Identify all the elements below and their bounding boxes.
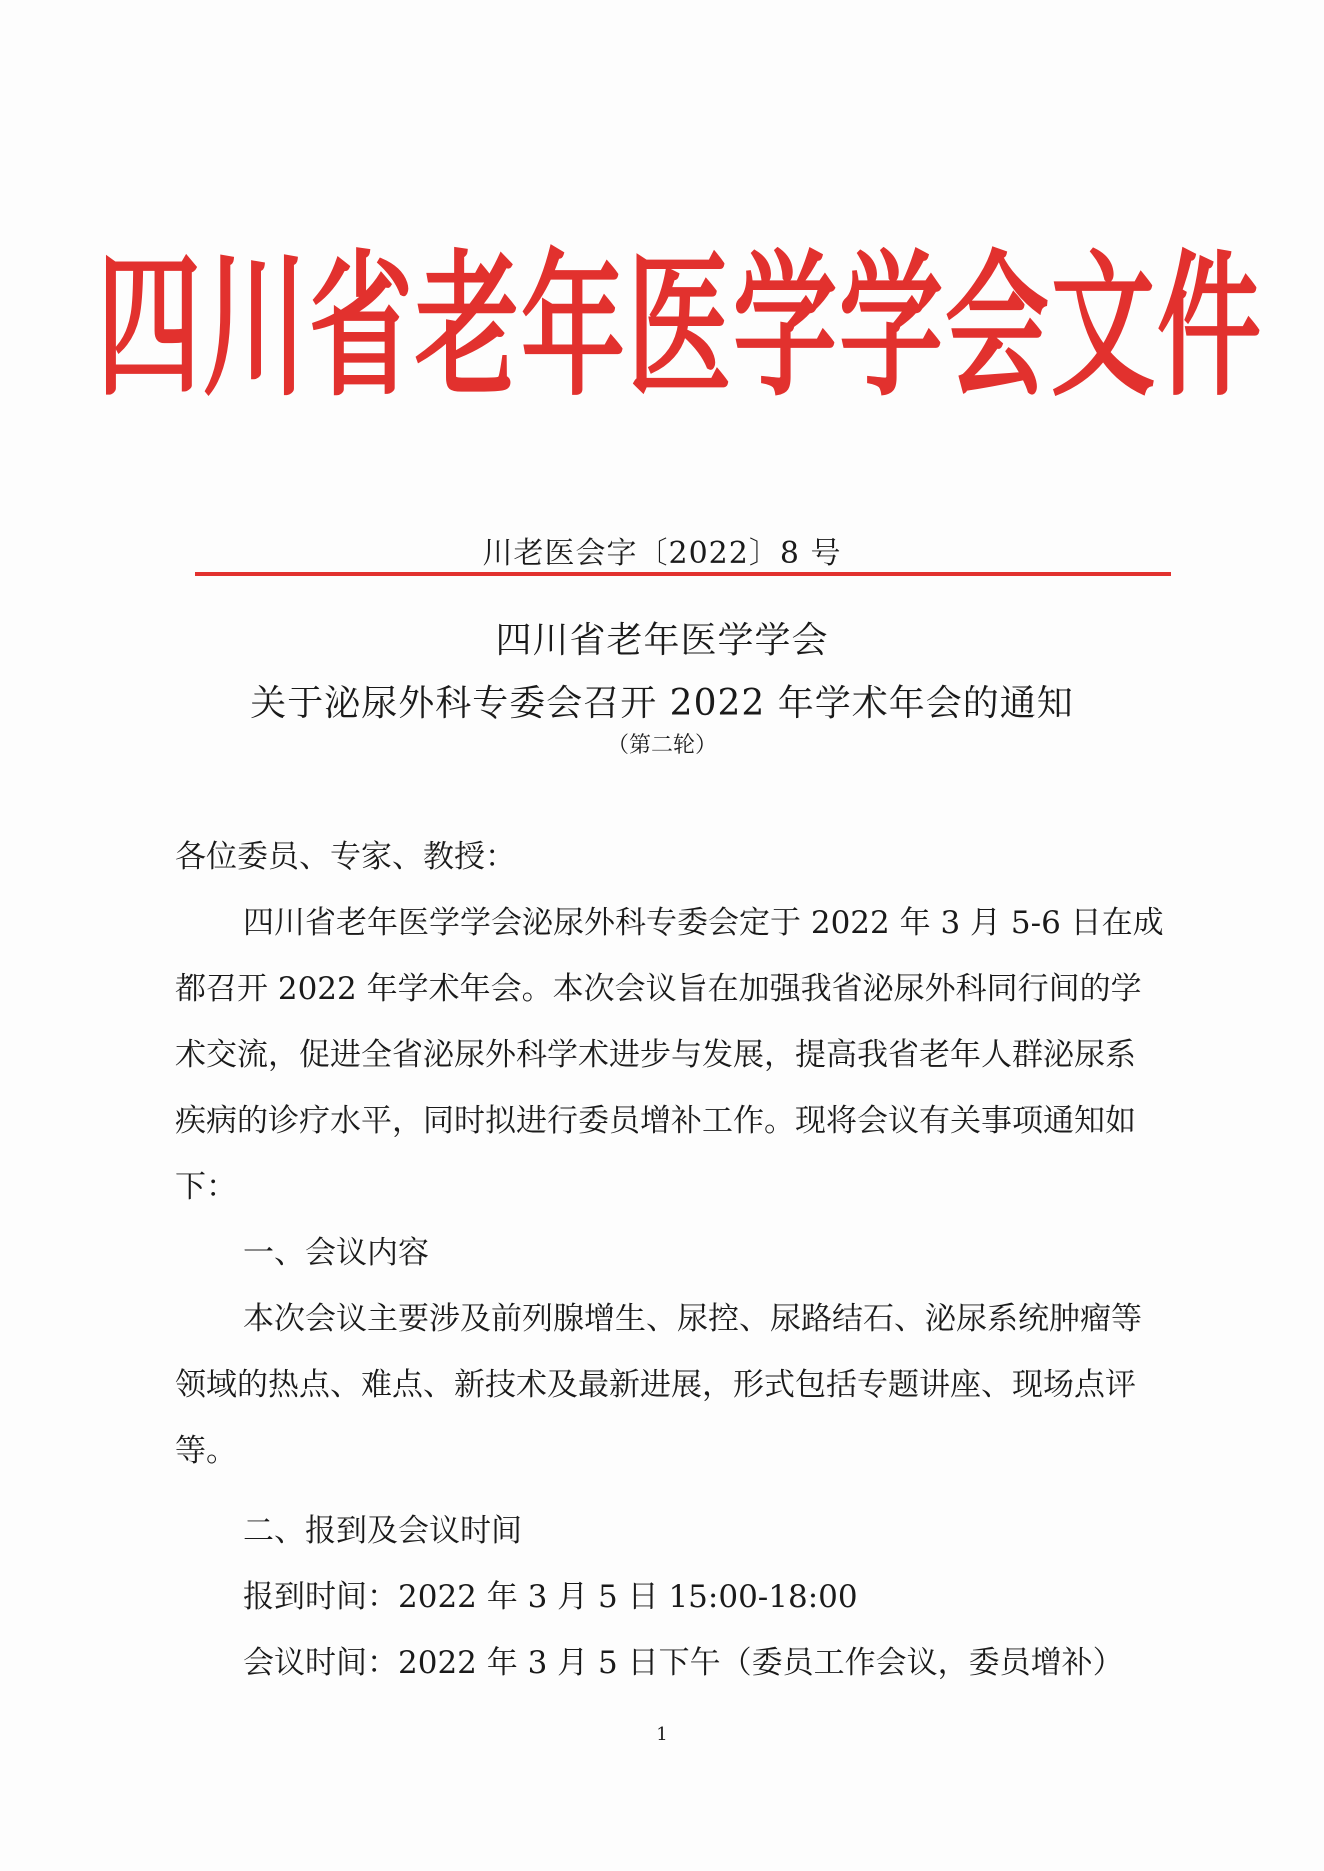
intro-line-4: 疾病的诊疗水平，同时拟进行委员增补工作。现将会议有关事项通知如: [175, 1103, 1136, 1139]
intro-line-2: 都召开 2022 年学术年会。本次会议旨在加强我省泌尿外科同行间的学: [175, 971, 1142, 1007]
salutation: 各位委员、专家、教授：: [175, 839, 516, 875]
page-number: 1: [656, 1724, 668, 1745]
registration-time: 报到时间：2022 年 3 月 5 日 15:00-18:00: [243, 1579, 858, 1615]
notice-title-line-2: 关于泌尿外科专委会召开 2022 年学术年会的通知: [250, 683, 1074, 724]
section-1-line-2: 领域的热点、难点、新技术及最新进展，形式包括专题讲座、现场点评: [175, 1367, 1136, 1403]
section-1-line-1: 本次会议主要涉及前列腺增生、尿控、尿路结石、泌尿系统肿瘤等: [243, 1301, 1142, 1337]
organization-header-title: 四川省老年医学学会文件: [97, 235, 1264, 418]
intro-line-5: 下：: [175, 1169, 237, 1205]
intro-line-3: 术交流，促进全省泌尿外科学术进步与发展，提高我省老年人群泌尿系: [175, 1037, 1136, 1073]
red-divider-rule: [195, 572, 1171, 576]
notice-title-line-1: 四川省老年医学学会: [495, 620, 829, 661]
intro-line-1: 四川省老年医学学会泌尿外科专委会定于 2022 年 3 月 5-6 日在成: [243, 905, 1164, 941]
section-2-heading: 二、报到及会议时间: [243, 1513, 522, 1549]
meeting-time: 会议时间：2022 年 3 月 5 日下午（委员工作会议，委员增补）: [243, 1645, 1124, 1681]
notice-round-label: （第二轮）: [606, 733, 717, 758]
section-1-line-3: 等。: [175, 1433, 237, 1469]
document-number: 川老医会字〔2022〕8 号: [482, 536, 842, 571]
section-1-heading: 一、会议内容: [243, 1235, 429, 1271]
